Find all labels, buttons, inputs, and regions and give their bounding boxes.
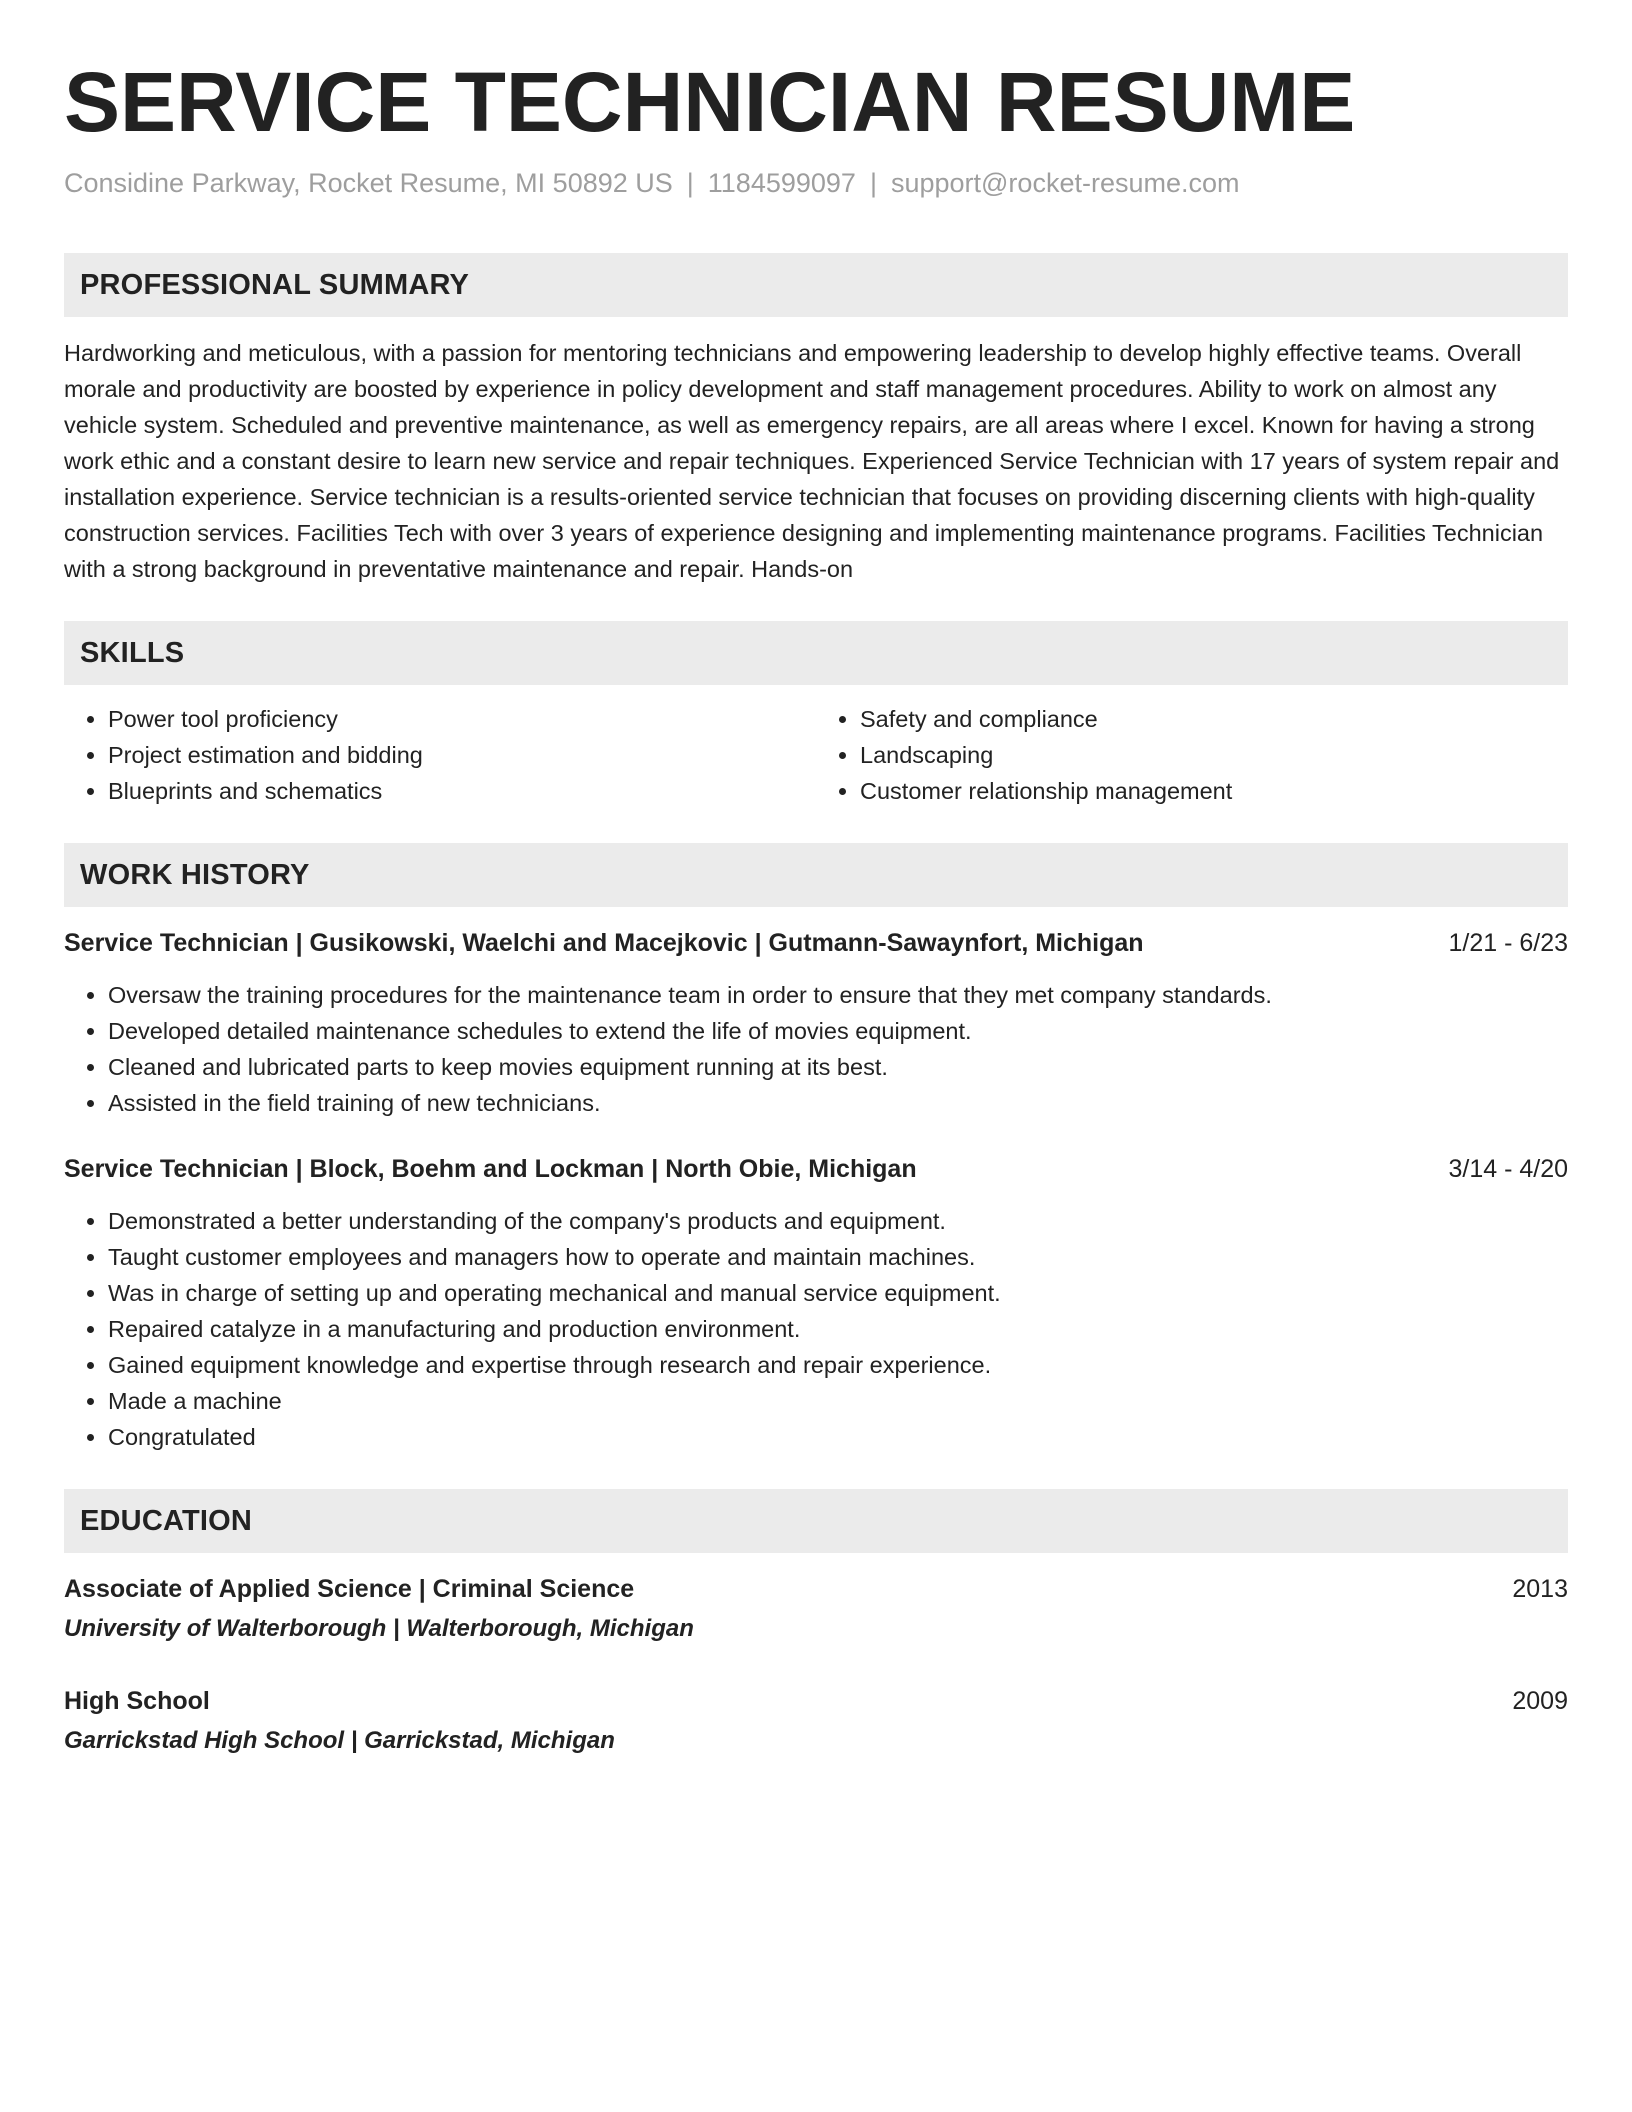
skills-list bbox=[64, 701, 1568, 809]
job-bullet: • Was in charge of setting up and operating mechanical and manual service equipment. bbox=[108, 1275, 1568, 1311]
education-entry bbox=[64, 1683, 1568, 1759]
work-heading: WORK HISTORY bbox=[80, 858, 310, 891]
job-bullet: • Taught customer employees and managers how to operate and maintain machines. bbox=[108, 1239, 1568, 1275]
skills-section-header bbox=[64, 621, 1568, 685]
work-section-header bbox=[64, 843, 1568, 907]
skill-item: • Power tool proficiency bbox=[108, 701, 816, 737]
job-bullets bbox=[64, 1203, 1568, 1455]
job-bullets bbox=[64, 977, 1568, 1121]
job-bullet: • Oversaw the training procedures for the maintenance team in order to ensure that they met company standards. bbox=[108, 977, 1568, 1013]
summary-text: Hardworking and meticulous, with a passion for mentoring technicians and empowering leadership to develop highly effective teams. Overall morale and productivity are boosted by experience in policy development and staff management procedures. Ability to work on almost any vehicle system. Scheduled and preventive maintenance, as well as emergency repairs, are all areas where I excel. Known for having a strong work ethic and a constant desire to learn new service and repair techniques. Experienced Service Technician with 17 years of system repair and installation experience. Service technician is a results-oriented service technician that focuses on providing discerning clients with high-quality construction services. Facilities Tech with over 3 years of experience designing and implementing maintenance programs. Facilities Technician with a strong background in preventative maintenance and repair. Hands-on bbox=[64, 340, 1560, 583]
skill-item: • Blueprints and schematics bbox=[108, 773, 816, 809]
contact-email[interactable]: support@rocket-resume.com bbox=[890, 168, 1240, 199]
job-header bbox=[64, 925, 1568, 961]
job-bullet: • Developed detailed maintenance schedules to extend the life of movies equipment. bbox=[108, 1013, 1568, 1049]
education-degree: High School bbox=[64, 1687, 210, 1716]
contact-line bbox=[64, 166, 1568, 201]
summary-heading: PROFESSIONAL SUMMARY bbox=[80, 268, 470, 301]
skills-column-right bbox=[816, 701, 1568, 809]
contact-phone: 1184599097 bbox=[707, 168, 856, 199]
job-bullet: • Made a machine bbox=[108, 1383, 1568, 1419]
education-degree: Associate of Applied Science | Criminal Science bbox=[64, 1575, 635, 1604]
job-entry bbox=[64, 925, 1568, 1121]
resume-title: SERVICE TECHNICIAN RESUME bbox=[64, 55, 1356, 149]
education-heading: EDUCATION bbox=[80, 1504, 253, 1537]
education-year: 2013 bbox=[1512, 1575, 1568, 1604]
education-header bbox=[64, 1571, 1568, 1607]
education-header bbox=[64, 1683, 1568, 1719]
job-header bbox=[64, 1151, 1568, 1187]
contact-separator: | bbox=[869, 168, 877, 199]
job-title: Service Technician | Block, Boehm and Lockman | North Obie, Michigan bbox=[64, 1155, 917, 1184]
skills-column-left bbox=[64, 701, 816, 809]
job-bullet: • Congratulated bbox=[108, 1419, 1568, 1455]
contact-separator: | bbox=[686, 168, 694, 199]
education-school: Garrickstad High School | Garrickstad, Michigan bbox=[64, 1727, 615, 1755]
skill-item: • Landscaping bbox=[860, 737, 1568, 773]
job-bullet: • Assisted in the field training of new technicians. bbox=[108, 1085, 1568, 1121]
job-dates: 1/21 - 6/23 bbox=[1448, 929, 1568, 958]
skill-item: • Project estimation and bidding bbox=[108, 737, 816, 773]
skill-item: • Safety and compliance bbox=[860, 701, 1568, 737]
education-school: University of Walterborough | Walterborough, Michigan bbox=[64, 1615, 694, 1643]
job-dates: 3/14 - 4/20 bbox=[1448, 1155, 1568, 1184]
skills-heading: SKILLS bbox=[80, 636, 185, 669]
job-bullet: • Gained equipment knowledge and expertise through research and repair experience. bbox=[108, 1347, 1568, 1383]
job-entry bbox=[64, 1151, 1568, 1455]
job-bullet: • Demonstrated a better understanding of the company's products and equipment. bbox=[108, 1203, 1568, 1239]
education-section-header bbox=[64, 1489, 1568, 1553]
summary-section-header bbox=[64, 253, 1568, 317]
contact-address: Considine Parkway, Rocket Resume, MI 50892 US bbox=[64, 168, 673, 199]
education-entry bbox=[64, 1571, 1568, 1647]
job-title: Service Technician | Gusikowski, Waelchi and Macejkovic | Gutmann-Sawaynfort, Michigan bbox=[64, 929, 1144, 958]
skill-item: • Customer relationship management bbox=[860, 773, 1568, 809]
job-bullet: • Cleaned and lubricated parts to keep movies equipment running at its best. bbox=[108, 1049, 1568, 1085]
education-year: 2009 bbox=[1512, 1687, 1568, 1716]
job-bullet: • Repaired catalyze in a manufacturing and production environment. bbox=[108, 1311, 1568, 1347]
